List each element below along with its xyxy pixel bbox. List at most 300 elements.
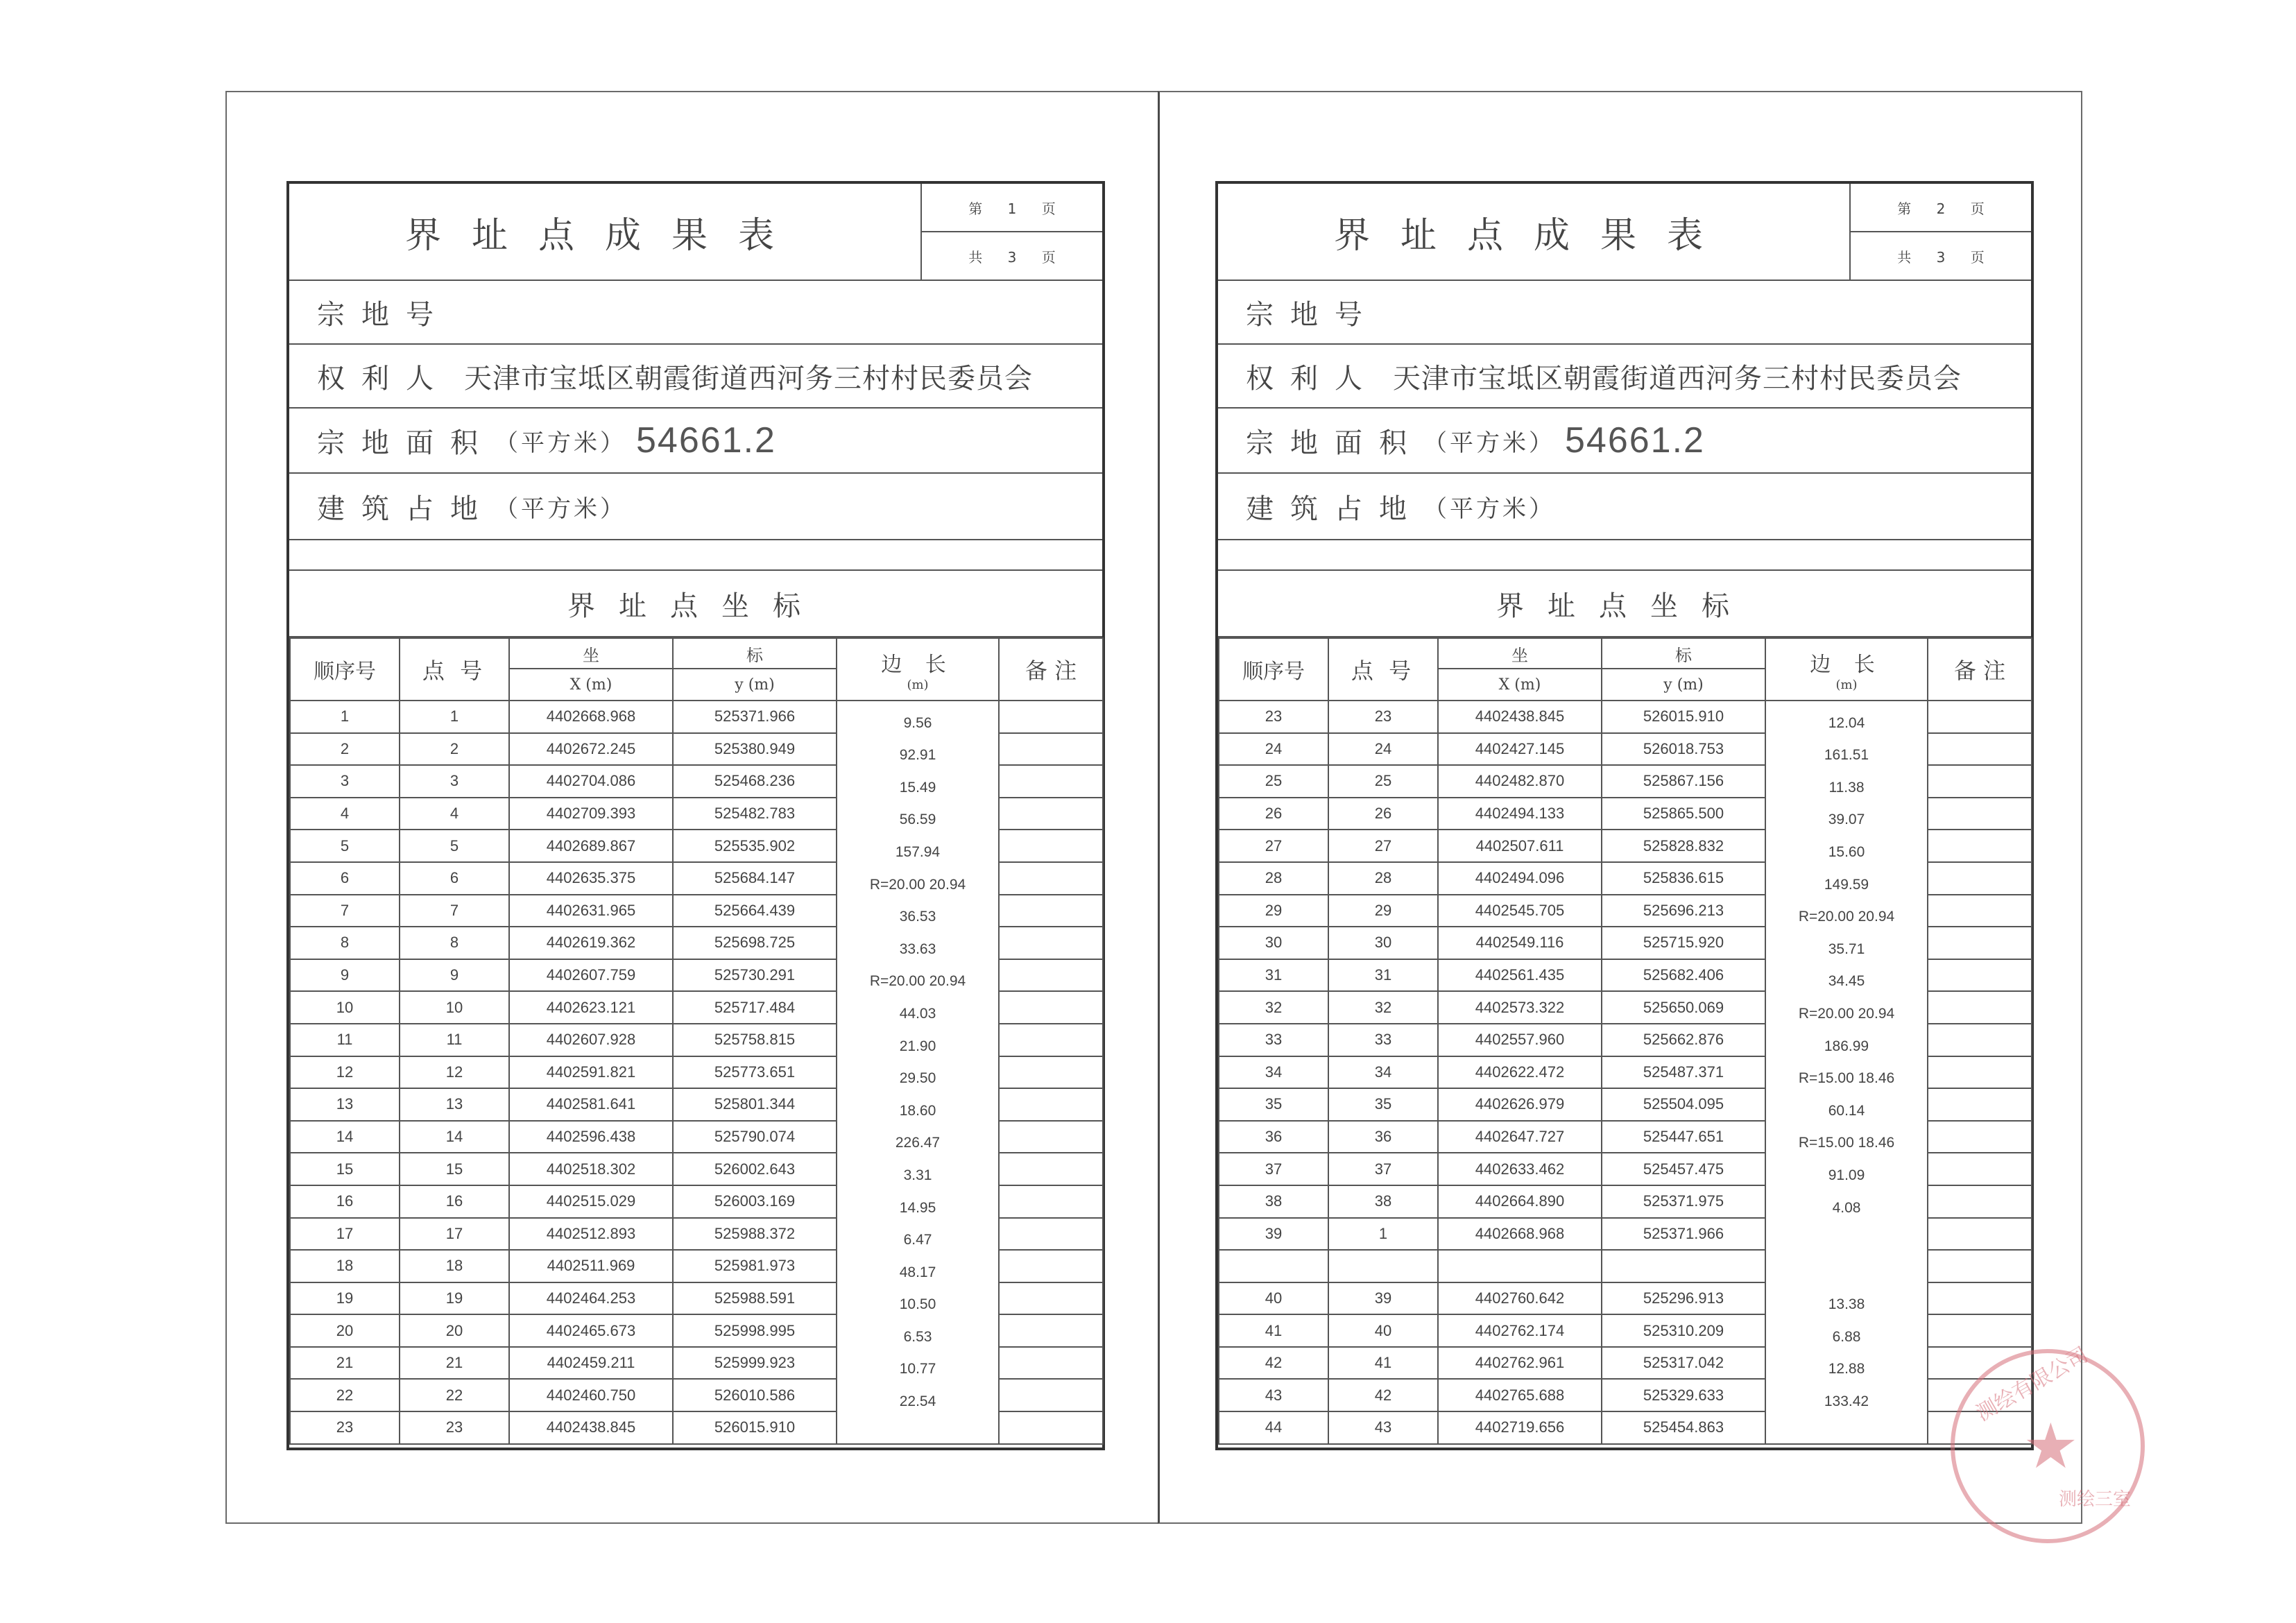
- seq-cell: 37: [1219, 1153, 1328, 1185]
- x-cell: 4402507.611: [1438, 830, 1602, 862]
- seq-cell: 26: [1219, 798, 1328, 830]
- building-unit: （平方米）: [1423, 495, 1555, 523]
- y-cell: 526015.910: [673, 1411, 837, 1444]
- y-cell: 525801.344: [673, 1088, 837, 1121]
- y-cell: 525698.725: [673, 927, 837, 959]
- x-cell: 4402668.968: [1438, 1218, 1602, 1251]
- x-cell: 4402511.969: [509, 1250, 673, 1282]
- y-cell: 525371.966: [1602, 1218, 1765, 1251]
- y-cell: 525981.973: [673, 1250, 837, 1282]
- point-cell: 39: [1328, 1282, 1438, 1315]
- length-cell: 21.90: [837, 1040, 999, 1073]
- length-cell: 133.42: [1765, 1396, 1928, 1428]
- y-cell: [1602, 1250, 1765, 1282]
- seq-cell: 4: [290, 798, 400, 830]
- point-header: 点 号: [400, 638, 509, 701]
- point-cell: 26: [1328, 798, 1438, 830]
- x-cell: 4402581.641: [509, 1088, 673, 1121]
- y-cell: 525758.815: [673, 1024, 837, 1056]
- y-cell: 525371.966: [673, 701, 837, 733]
- coord-header-left: 坐: [1438, 638, 1602, 669]
- parcel-number-row: [1218, 281, 2031, 345]
- coords-title-row: [1218, 571, 2031, 637]
- owner-label: 权利人: [1246, 362, 1379, 395]
- point-cell: 43: [1328, 1411, 1438, 1444]
- point-cell: 24: [1328, 733, 1438, 766]
- length-cell: R=20.00 20.94: [1765, 911, 1928, 943]
- point-cell: 1: [1328, 1218, 1438, 1251]
- x-cell: 4402549.116: [1438, 927, 1602, 959]
- point-cell: 42: [1328, 1379, 1438, 1411]
- page-total: 共 3 页: [1897, 248, 1985, 266]
- right-sheet: [1158, 91, 2082, 1524]
- length-header-label: 边 长: [881, 652, 954, 677]
- point-cell: 11: [400, 1024, 509, 1056]
- seq-cell: 24: [1219, 733, 1328, 766]
- length-cell: 149.59: [1765, 879, 1928, 911]
- page-number: 第 2 页: [1851, 184, 2031, 232]
- page-total: 共 3 页: [968, 248, 1056, 266]
- length-cell: 48.17: [837, 1266, 999, 1299]
- building-label: 建筑占地: [317, 492, 495, 525]
- boundary-form: [286, 181, 1105, 1450]
- seq-cell: 31: [1219, 959, 1328, 992]
- length-cell: 4.08: [1765, 1202, 1928, 1235]
- x-cell: 4402672.245: [509, 733, 673, 766]
- seq-cell: 3: [290, 765, 400, 798]
- note-cell: [999, 830, 1103, 862]
- length-cell: 22.54: [837, 1396, 999, 1428]
- y-cell: 525773.651: [673, 1056, 837, 1089]
- seq-cell: 11: [290, 1024, 400, 1056]
- note-cell: [999, 765, 1103, 798]
- note-cell: [999, 1282, 1103, 1315]
- point-cell: 10: [400, 991, 509, 1024]
- y-cell: 525380.949: [673, 733, 837, 766]
- boundary-form: [1215, 181, 2034, 1450]
- seq-cell: 22: [290, 1379, 400, 1411]
- note-cell: [1928, 733, 2032, 766]
- length-cell: R=15.00 18.46: [1765, 1137, 1928, 1169]
- y-cell: 525487.371: [1602, 1056, 1765, 1089]
- seq-cell: 15: [290, 1153, 400, 1185]
- seq-cell: 43: [1219, 1379, 1328, 1411]
- note-cell: [1928, 701, 2032, 733]
- point-cell: 29: [1328, 895, 1438, 927]
- point-cell: 21: [400, 1347, 509, 1380]
- y-header: y (m): [1602, 669, 1765, 701]
- coords-title-row: [289, 571, 1102, 637]
- point-cell: 6: [400, 862, 509, 895]
- seq-cell: 5: [290, 830, 400, 862]
- length-cell: 3.31: [837, 1169, 999, 1202]
- note-cell: [1928, 798, 2032, 830]
- length-cell: 36.53: [837, 911, 999, 943]
- point-cell: 23: [400, 1411, 509, 1444]
- point-cell: 8: [400, 927, 509, 959]
- y-cell: 525296.913: [1602, 1282, 1765, 1315]
- note-cell: [1928, 927, 2032, 959]
- point-cell: 5: [400, 830, 509, 862]
- y-cell: 525828.832: [1602, 830, 1765, 862]
- area-unit: （平方米）: [1423, 429, 1555, 457]
- note-cell: [999, 701, 1103, 733]
- table-row: [290, 1411, 1103, 1444]
- seq-cell: 44: [1219, 1411, 1328, 1444]
- length-header-label: 边 长: [1810, 652, 1883, 677]
- note-cell: [999, 798, 1103, 830]
- y-cell: 525717.484: [673, 991, 837, 1024]
- point-cell: 17: [400, 1218, 509, 1251]
- x-cell: 4402512.893: [509, 1218, 673, 1251]
- owner-value: 天津市宝坻区朝霞街道西河务三村村民委员会: [1393, 362, 1962, 395]
- y-cell: 525988.372: [673, 1218, 837, 1251]
- x-cell: 4402765.688: [1438, 1379, 1602, 1411]
- coordinate-table: [289, 637, 1104, 1445]
- seq-cell: 2: [290, 733, 400, 766]
- seq-cell: 38: [1219, 1185, 1328, 1218]
- note-cell: [1928, 1088, 2032, 1121]
- length-cell: [1765, 685, 1928, 717]
- point-cell: 27: [1328, 830, 1438, 862]
- length-cell: 15.49: [837, 782, 999, 814]
- point-header: 点 号: [1328, 638, 1438, 701]
- length-cell: R=15.00 18.46: [1765, 1072, 1928, 1105]
- length-cell: 33.63: [837, 943, 999, 976]
- note-cell: [999, 927, 1103, 959]
- building-row: [1218, 474, 2031, 540]
- x-cell: 4402668.968: [509, 701, 673, 733]
- note-cell: [1928, 1153, 2032, 1185]
- point-cell: [1328, 1250, 1438, 1282]
- x-cell: 4402607.928: [509, 1024, 673, 1056]
- seq-cell: 7: [290, 895, 400, 927]
- note-cell: [1928, 1121, 2032, 1153]
- y-cell: 526003.169: [673, 1185, 837, 1218]
- seq-cell: 41: [1219, 1314, 1328, 1347]
- point-cell: 36: [1328, 1121, 1438, 1153]
- seq-cell: [1219, 1250, 1328, 1282]
- note-cell: [1928, 991, 2032, 1024]
- y-cell: 526002.643: [673, 1153, 837, 1185]
- note-cell: [1928, 895, 2032, 927]
- point-cell: 9: [400, 959, 509, 992]
- x-cell: 4402607.759: [509, 959, 673, 992]
- x-cell: 4402623.121: [509, 991, 673, 1024]
- point-cell: 40: [1328, 1314, 1438, 1347]
- y-cell: 525999.923: [673, 1347, 837, 1380]
- seq-cell: 12: [290, 1056, 400, 1089]
- seq-cell: 6: [290, 862, 400, 895]
- parcel-number-row: [289, 281, 1102, 345]
- x-cell: 4402762.961: [1438, 1347, 1602, 1380]
- length-cell: [1765, 1266, 1928, 1299]
- note-cell: [1928, 765, 2032, 798]
- building-unit: （平方米）: [495, 495, 626, 523]
- length-cell: [1765, 1234, 1928, 1266]
- y-cell: 525684.147: [673, 862, 837, 895]
- point-cell: 31: [1328, 959, 1438, 992]
- seq-cell: 16: [290, 1185, 400, 1218]
- seq-cell: 9: [290, 959, 400, 992]
- seq-cell: 23: [1219, 701, 1328, 733]
- x-cell: 4402464.253: [509, 1282, 673, 1315]
- length-cell: R=20.00 20.94: [837, 879, 999, 911]
- x-cell: 4402438.845: [1438, 701, 1602, 733]
- note-cell: [999, 1218, 1103, 1251]
- seq-cell: 20: [290, 1314, 400, 1347]
- building-label: 建筑占地: [1246, 492, 1423, 525]
- note-header: 备 注: [999, 638, 1103, 701]
- note-cell: [999, 1024, 1103, 1056]
- length-cell: 6.53: [837, 1331, 999, 1364]
- coords-title: 界址点坐标: [1496, 590, 1753, 622]
- x-cell: 4402438.845: [509, 1411, 673, 1444]
- x-cell: 4402635.375: [509, 862, 673, 895]
- seq-cell: 13: [290, 1088, 400, 1121]
- owner-row: [1218, 345, 2031, 409]
- x-cell: 4402619.362: [509, 927, 673, 959]
- x-header: X (m): [1438, 669, 1602, 701]
- owner-row: [289, 345, 1102, 409]
- form-title: 界址点成果表: [289, 184, 922, 280]
- form-header: [1218, 184, 2031, 281]
- seq-cell: 8: [290, 927, 400, 959]
- y-cell: 525468.236: [673, 765, 837, 798]
- note-cell: [1928, 862, 2032, 895]
- y-header: y (m): [673, 669, 837, 701]
- y-cell: 525867.156: [1602, 765, 1765, 798]
- coord-header-left: 坐: [509, 638, 673, 669]
- seq-cell: 35: [1219, 1088, 1328, 1121]
- length-cell: 6.47: [837, 1234, 999, 1266]
- seal-subtext: 测绘三室: [2059, 1489, 2132, 1510]
- seq-cell: 17: [290, 1218, 400, 1251]
- x-cell: 4402494.133: [1438, 798, 1602, 830]
- note-cell: [1928, 1024, 2032, 1056]
- length-cell: 44.03: [837, 1008, 999, 1040]
- seq-cell: 28: [1219, 862, 1328, 895]
- coordinate-table: [1218, 637, 2032, 1445]
- y-cell: 525454.863: [1602, 1411, 1765, 1444]
- x-cell: 4402515.029: [509, 1185, 673, 1218]
- x-cell: 4402689.867: [509, 830, 673, 862]
- y-cell: 525664.439: [673, 895, 837, 927]
- note-cell: [999, 733, 1103, 766]
- length-cell: 186.99: [1765, 1040, 1928, 1073]
- note-cell: [999, 959, 1103, 992]
- seq-cell: 32: [1219, 991, 1328, 1024]
- y-cell: 526015.910: [1602, 701, 1765, 733]
- note-cell: [1928, 1250, 2032, 1282]
- point-cell: 16: [400, 1185, 509, 1218]
- x-cell: 4402622.472: [1438, 1056, 1602, 1089]
- length-cell: 11.38: [1765, 782, 1928, 814]
- y-cell: 525447.651: [1602, 1121, 1765, 1153]
- length-cell: 10.77: [837, 1363, 999, 1396]
- point-cell: 23: [1328, 701, 1438, 733]
- note-cell: [1928, 1185, 2032, 1218]
- point-cell: 22: [400, 1379, 509, 1411]
- owner-value: 天津市宝坻区朝霞街道西河务三村村民委员会: [464, 362, 1033, 395]
- length-cell: 60.14: [1765, 1105, 1928, 1137]
- note-cell: [1928, 830, 2032, 862]
- length-cell: 12.88: [1765, 1363, 1928, 1396]
- blank-row: [1218, 540, 2031, 571]
- note-cell: [1928, 959, 2032, 992]
- point-cell: 12: [400, 1056, 509, 1089]
- y-cell: 526010.586: [673, 1379, 837, 1411]
- seq-cell: 36: [1219, 1121, 1328, 1153]
- length-cell: R=20.00 20.94: [1765, 1008, 1928, 1040]
- x-header: X (m): [509, 669, 673, 701]
- point-cell: 35: [1328, 1088, 1438, 1121]
- point-cell: 30: [1328, 927, 1438, 959]
- length-cell: 56.59: [837, 814, 999, 846]
- x-cell: 4402762.174: [1438, 1314, 1602, 1347]
- note-cell: [999, 1314, 1103, 1347]
- x-cell: 4402557.960: [1438, 1024, 1602, 1056]
- x-cell: 4402459.211: [509, 1347, 673, 1380]
- length-cell: 226.47: [837, 1137, 999, 1169]
- length-cell: 12.04: [1765, 717, 1928, 750]
- y-cell: 526018.753: [1602, 733, 1765, 766]
- seq-header: 顺序号: [1219, 638, 1328, 701]
- point-cell: 34: [1328, 1056, 1438, 1089]
- seq-cell: 25: [1219, 765, 1328, 798]
- length-cell: 34.45: [1765, 975, 1928, 1008]
- seq-header: 顺序号: [290, 638, 400, 701]
- point-cell: 15: [400, 1153, 509, 1185]
- x-cell: 4402760.642: [1438, 1282, 1602, 1315]
- x-cell: 4402465.673: [509, 1314, 673, 1347]
- point-cell: 19: [400, 1282, 509, 1315]
- x-cell: 4402709.393: [509, 798, 673, 830]
- x-cell: 4402647.727: [1438, 1121, 1602, 1153]
- x-cell: 4402518.302: [509, 1153, 673, 1185]
- area-unit: （平方米）: [495, 429, 626, 457]
- length-cell: 15.60: [1765, 846, 1928, 879]
- x-cell: 4402704.086: [509, 765, 673, 798]
- length-header-unit: (m): [907, 677, 929, 692]
- x-cell: 4402427.145: [1438, 733, 1602, 766]
- y-cell: 525865.500: [1602, 798, 1765, 830]
- point-cell: 4: [400, 798, 509, 830]
- owner-label: 权利人: [317, 362, 450, 395]
- point-cell: 20: [400, 1314, 509, 1347]
- seq-cell: 39: [1219, 1218, 1328, 1251]
- y-cell: 525662.876: [1602, 1024, 1765, 1056]
- page-number: 第 1 页: [922, 184, 1102, 232]
- length-cell: 39.07: [1765, 814, 1928, 846]
- seq-cell: 34: [1219, 1056, 1328, 1089]
- note-cell: [1928, 1218, 2032, 1251]
- y-cell: 525836.615: [1602, 862, 1765, 895]
- y-cell: 525790.074: [673, 1121, 837, 1153]
- point-cell: 38: [1328, 1185, 1438, 1218]
- area-row: [289, 409, 1102, 474]
- x-cell: 4402719.656: [1438, 1411, 1602, 1444]
- seq-cell: 18: [290, 1250, 400, 1282]
- length-cell: 35.71: [1765, 943, 1928, 976]
- note-cell: [999, 1056, 1103, 1089]
- y-cell: 525371.975: [1602, 1185, 1765, 1218]
- point-cell: 28: [1328, 862, 1438, 895]
- y-cell: 525535.902: [673, 830, 837, 862]
- length-cell: 161.51: [1765, 749, 1928, 782]
- x-cell: 4402631.965: [509, 895, 673, 927]
- area-label: 宗地面积: [317, 427, 495, 459]
- note-header: 备 注: [1928, 638, 2032, 701]
- form-header: [289, 184, 1102, 281]
- length-cell: 18.60: [837, 1105, 999, 1137]
- y-cell: 525310.209: [1602, 1314, 1765, 1347]
- x-cell: 4402626.979: [1438, 1088, 1602, 1121]
- point-cell: 7: [400, 895, 509, 927]
- y-cell: 525998.995: [673, 1314, 837, 1347]
- y-cell: 525329.633: [1602, 1379, 1765, 1411]
- point-cell: 37: [1328, 1153, 1438, 1185]
- point-cell: 13: [400, 1088, 509, 1121]
- x-cell: 4402482.870: [1438, 765, 1602, 798]
- y-cell: 525650.069: [1602, 991, 1765, 1024]
- x-cell: 4402460.750: [509, 1379, 673, 1411]
- area-row: [1218, 409, 2031, 474]
- note-cell: [999, 1347, 1103, 1380]
- point-cell: 3: [400, 765, 509, 798]
- note-cell: [999, 895, 1103, 927]
- y-cell: 525696.213: [1602, 895, 1765, 927]
- table-row: [1219, 1411, 2032, 1444]
- point-cell: 14: [400, 1121, 509, 1153]
- note-cell: [1928, 1282, 2032, 1315]
- blank-row: [289, 540, 1102, 571]
- x-cell: 4402591.821: [509, 1056, 673, 1089]
- point-cell: 25: [1328, 765, 1438, 798]
- form-title: 界址点成果表: [1218, 184, 1851, 280]
- note-cell: [999, 1379, 1103, 1411]
- y-cell: 525504.095: [1602, 1088, 1765, 1121]
- y-cell: 525682.406: [1602, 959, 1765, 992]
- coords-title: 界址点坐标: [567, 590, 824, 622]
- coord-header-right: 标: [1602, 638, 1765, 669]
- note-cell: [999, 991, 1103, 1024]
- area-value: 54661.2: [1565, 420, 1705, 461]
- x-cell: 4402633.462: [1438, 1153, 1602, 1185]
- seq-cell: 23: [290, 1411, 400, 1444]
- length-cell: 13.38: [1765, 1298, 1928, 1331]
- point-cell: 1: [400, 701, 509, 733]
- seq-cell: 42: [1219, 1347, 1328, 1380]
- seq-cell: 21: [290, 1347, 400, 1380]
- x-cell: [1438, 1250, 1602, 1282]
- area-value: 54661.2: [636, 420, 776, 461]
- point-cell: 2: [400, 733, 509, 766]
- length-cell: 92.91: [837, 749, 999, 782]
- length-cell: 29.50: [837, 1072, 999, 1105]
- length-cell: 9.56: [837, 717, 999, 750]
- note-cell: [999, 1121, 1103, 1153]
- seq-cell: 40: [1219, 1282, 1328, 1315]
- seq-cell: 1: [290, 701, 400, 733]
- point-cell: 18: [400, 1250, 509, 1282]
- note-cell: [999, 1088, 1103, 1121]
- point-cell: 41: [1328, 1347, 1438, 1380]
- length-cell: 6.88: [1765, 1331, 1928, 1364]
- seq-cell: 33: [1219, 1024, 1328, 1056]
- building-row: [289, 474, 1102, 540]
- length-cell: 14.95: [837, 1202, 999, 1235]
